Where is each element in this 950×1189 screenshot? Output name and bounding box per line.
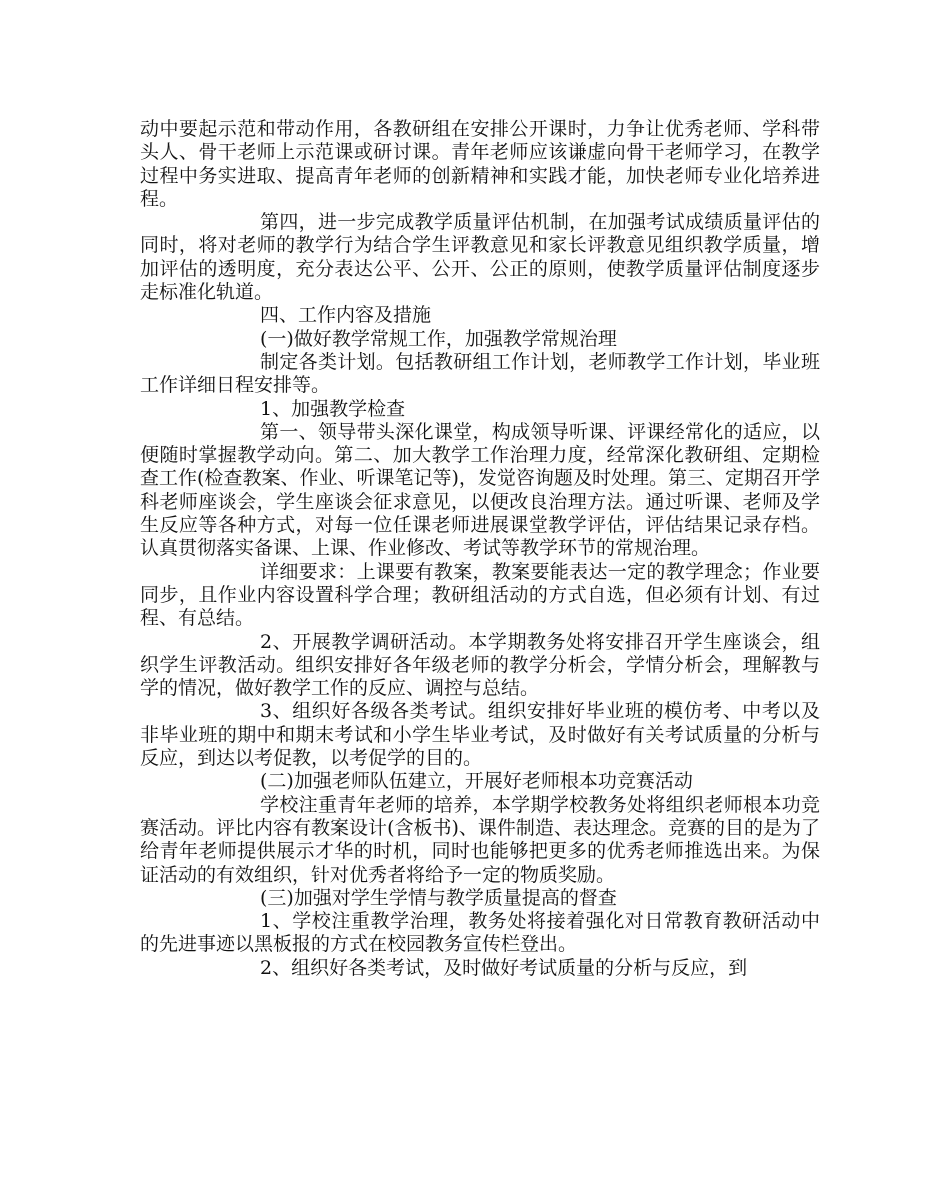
paragraph-exams: 3、组织好各级各类考试。组织安排好毕业班的模仿考、中考以及非毕业班的期中和期末考试和小学生毕业考试，及时做好有关考试质量的分析与反应，到达以考促教，以考促学的目的。 (140, 700, 820, 770)
paragraph-plans: 制定各类计划。包括教研组工作计划，老师教学工作计划，毕业班工作详细日程安排等。 (140, 350, 820, 397)
paragraph-inspection-details: 第一、领导带头深化课堂，构成领导听课、评课经常化的适应，以便随时掌握教学动向。第二、加大教学工作治理力度，经常深化教研组、定期检查工作(检查教案、作业、听课笔记等)，发觉咨询题及时处理。第三、定期召开学科老师座谈会，学生座谈会征求意见，以便改良治理方法。通过听课、老师及学生反应等各种方式，对每一位任课老师进展课堂教学评估，评估结果记录存档。认真贯彻落实备课、上课、作业修改、考试等教学环节的常规治理。 (140, 420, 820, 560)
paragraph-research-activities: 2、开展教学调研活动。本学期教务处将安排召开学生座谈会，组织学生评教活动。组织安排好各年级老师的教学分析会，学情分析会，理解教与学的情况，做好教学工作的反应、调控与总结。 (140, 630, 820, 700)
paragraph-continued-text: 动中要起示范和带动作用，各教研组在安排公开课时，力争让优秀老师、学科带头人、骨干老师上示范课或研讨课。青年老师应该谦虚向骨干老师学习，在教学过程中务实进取、提高青年老师的创新精神和实践才能，加快老师专业化培养进程。 (140, 118, 820, 210)
document-body (140, 118, 820, 980)
section-heading-work-content: 四、工作内容及措施 (260, 304, 432, 327)
subsection-heading-1: (一)做好教学常规工作，加强教学常规治理 (260, 327, 617, 350)
subsection-heading-2: (二)加强老师队伍建立，开展好老师根本功竞赛活动 (260, 770, 693, 793)
item-heading-teaching-inspection: 1、加强教学检查 (260, 397, 406, 420)
paragraph-teaching-management: 1、学校注重教学治理，教务处将接着强化对日常教育教研活动中的先进事迹以黑板报的方式在校园教务宣传栏登出。 (140, 910, 820, 956)
paragraph-item-four: 第四，进一步完成教学质量评估机制，在加强考试成绩质量评估的同时，将对老师的教学行为结合学生评教意见和家长评教意见组织教学质量，增加评估的透明度，充分表达公平、公开、公正的原则，使教学质量评估制度逐步走标准化轨道。 (140, 211, 820, 304)
paragraph-teacher-training: 学校注重青年老师的培养，本学期学校教务处将组织老师根本功竞赛活动。评比内容有教案设计(含板书)、课件制造、表达理念。竞赛的目的是为了给青年老师提供展示才华的时机，同时也能够把更多的优秀老师推选出来。为保证活动的有效组织，针对优秀者将给予一定的物质奖励。 (140, 793, 820, 886)
paragraph-exam-analysis: 2、组织好各类考试，及时做好考试质量的分析与反应，到 (260, 956, 748, 979)
paragraph-detailed-requirements: 详细要求：上课要有教案，教案要能表达一定的教学理念；作业要同步，且作业内容设置科学合理；教研组活动的方式自选，但必须有计划、有过程、有总结。 (140, 560, 820, 630)
subsection-heading-3: (三)加强对学生学情与教学质量提高的督查 (260, 886, 617, 909)
